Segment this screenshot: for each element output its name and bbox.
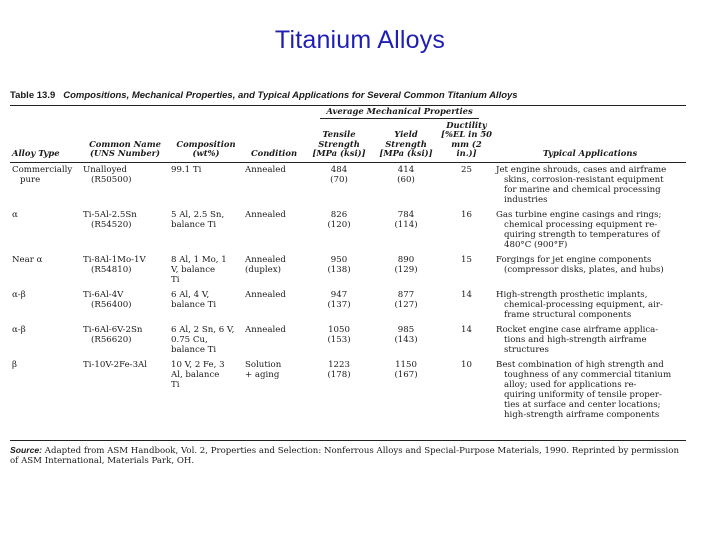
cell-common-name: Ti-10V-2Fe-3Al — [83, 359, 148, 370]
cell-yield-strength: 877 (127) — [394, 289, 418, 310]
cell-alloy-type: β — [12, 359, 17, 370]
alloy-table — [10, 106, 686, 423]
cell-yield-strength: 784 (114) — [394, 209, 418, 230]
table-row — [10, 162, 686, 208]
cell-condition: Annealed — [245, 164, 286, 175]
cell-applications: Rocket engine case airframe applica- tions and high-strength airframe structures — [496, 324, 659, 355]
cell-ductility: 14 — [461, 324, 472, 335]
header-composition: Composition (wt%) — [169, 120, 243, 163]
table-caption — [10, 90, 686, 106]
table-row — [10, 288, 686, 323]
cell-yield-strength: 414 (60) — [397, 164, 415, 185]
table-source-note — [10, 440, 686, 466]
header-yield: Yield Strength [MPa (ksi)] — [373, 120, 439, 163]
cell-ductility: 25 — [461, 164, 472, 175]
cell-common-name: Ti-6Al-6V-2Sn (R56620) — [83, 324, 143, 345]
cell-ductility: 16 — [461, 209, 472, 220]
cell-alloy-type: Commercially pure — [12, 164, 73, 185]
cell-condition: Annealed (duplex) — [245, 254, 286, 275]
header-condition: Condition — [243, 120, 305, 163]
table-row — [10, 323, 686, 358]
cell-ductility: 10 — [461, 359, 472, 370]
table-number: Table 13.9 — [10, 90, 56, 101]
cell-yield-strength: 985 (143) — [394, 324, 418, 345]
cell-yield-strength: 890 (129) — [394, 254, 418, 275]
cell-composition: 10 V, 2 Fe, 3 Al, balance Ti — [171, 359, 225, 390]
cell-common-name: Ti-6Al-4V (R56400) — [83, 289, 132, 310]
cell-condition: Solution + aging — [245, 359, 282, 380]
cell-condition: Annealed — [245, 209, 286, 220]
cell-tensile-strength: 947 (137) — [327, 289, 351, 310]
slide-title: Titanium Alloys — [274, 26, 446, 54]
header-tensile: Tensile Strength [MPa (ksi)] — [305, 120, 373, 163]
header-ductility: Ductility [%EL in 50 mm (2 in.)] — [439, 120, 494, 163]
cell-composition: 8 Al, 1 Mo, 1 V, balance Ti — [171, 254, 227, 285]
cell-applications: Gas turbine engine casings and rings; chemical processing equipment re- quiring strength to temperatures of 480°C (900°F) — [496, 209, 662, 250]
group-header: Average Mechanical Properties — [305, 106, 494, 120]
cell-alloy-type: Near α — [12, 254, 43, 265]
cell-applications: High-strength prosthetic implants, chemical-processing equipment, air- frame structural components — [496, 289, 663, 320]
cell-tensile-strength: 1050 (153) — [327, 324, 351, 345]
table-row — [10, 208, 686, 253]
cell-applications: Jet engine shrouds, cases and airframe skins, corrosion-resistant equipment for marine and chemical processing industries — [496, 164, 667, 205]
table-row — [10, 358, 686, 423]
cell-composition: 99.1 Ti — [171, 164, 202, 175]
header-common-name: Common Name (UNS Number) — [81, 120, 169, 163]
cell-applications: Forgings for jet engine components (compressor disks, plates, and hubs) — [496, 254, 664, 275]
table-row — [10, 253, 686, 288]
cell-common-name: Ti-8Al-1Mo-1V (R54810) — [83, 254, 146, 275]
cell-tensile-strength: 484 (70) — [330, 164, 348, 185]
source-text: Adapted from ASM Handbook, Vol. 2, Properties and Selection: Nonferrous Alloys and Special-Purpose Materials, 1990. Reprinted by permission of ASM International, Materials Park, OH. — [10, 446, 679, 466]
cell-condition: Annealed — [245, 289, 286, 300]
table-body — [10, 162, 686, 423]
cell-ductility: 14 — [461, 289, 472, 300]
source-label: Source: — [10, 445, 42, 455]
header-alloy-type: Alloy Type — [10, 120, 81, 163]
cell-ductility: 15 — [461, 254, 472, 265]
cell-alloy-type: α-β — [12, 324, 26, 335]
cell-tensile-strength: 1223 (178) — [327, 359, 351, 380]
cell-condition: Annealed — [245, 324, 286, 335]
cell-tensile-strength: 950 (138) — [327, 254, 351, 275]
cell-common-name: Ti-5Al-2.5Sn (R54520) — [83, 209, 137, 230]
cell-alloy-type: α-β — [12, 289, 26, 300]
cell-composition: 5 Al, 2.5 Sn, balance Ti — [171, 209, 225, 230]
cell-alloy-type: α — [12, 209, 18, 220]
cell-composition: 6 Al, 2 Sn, 6 V, 0.75 Cu, balance Ti — [171, 324, 235, 355]
cell-applications: Best combination of high strength and toughness of any commercial titanium alloy; used for applications re- quiring uniformity of tensile proper- ties at surface and center locations; high-strength airframe components — [496, 359, 672, 420]
table-caption-text: Compositions, Mechanical Properties, and Typical Applications for Several Common Titanium Alloys — [63, 90, 518, 101]
cell-composition: 6 Al, 4 V, balance Ti — [171, 289, 217, 310]
titanium-alloys-table — [10, 90, 686, 423]
cell-common-name: Unalloyed (R50500) — [83, 164, 132, 185]
cell-tensile-strength: 826 (120) — [327, 209, 351, 230]
header-applications: Typical Applications — [494, 120, 686, 163]
cell-yield-strength: 1150 (167) — [394, 359, 418, 380]
